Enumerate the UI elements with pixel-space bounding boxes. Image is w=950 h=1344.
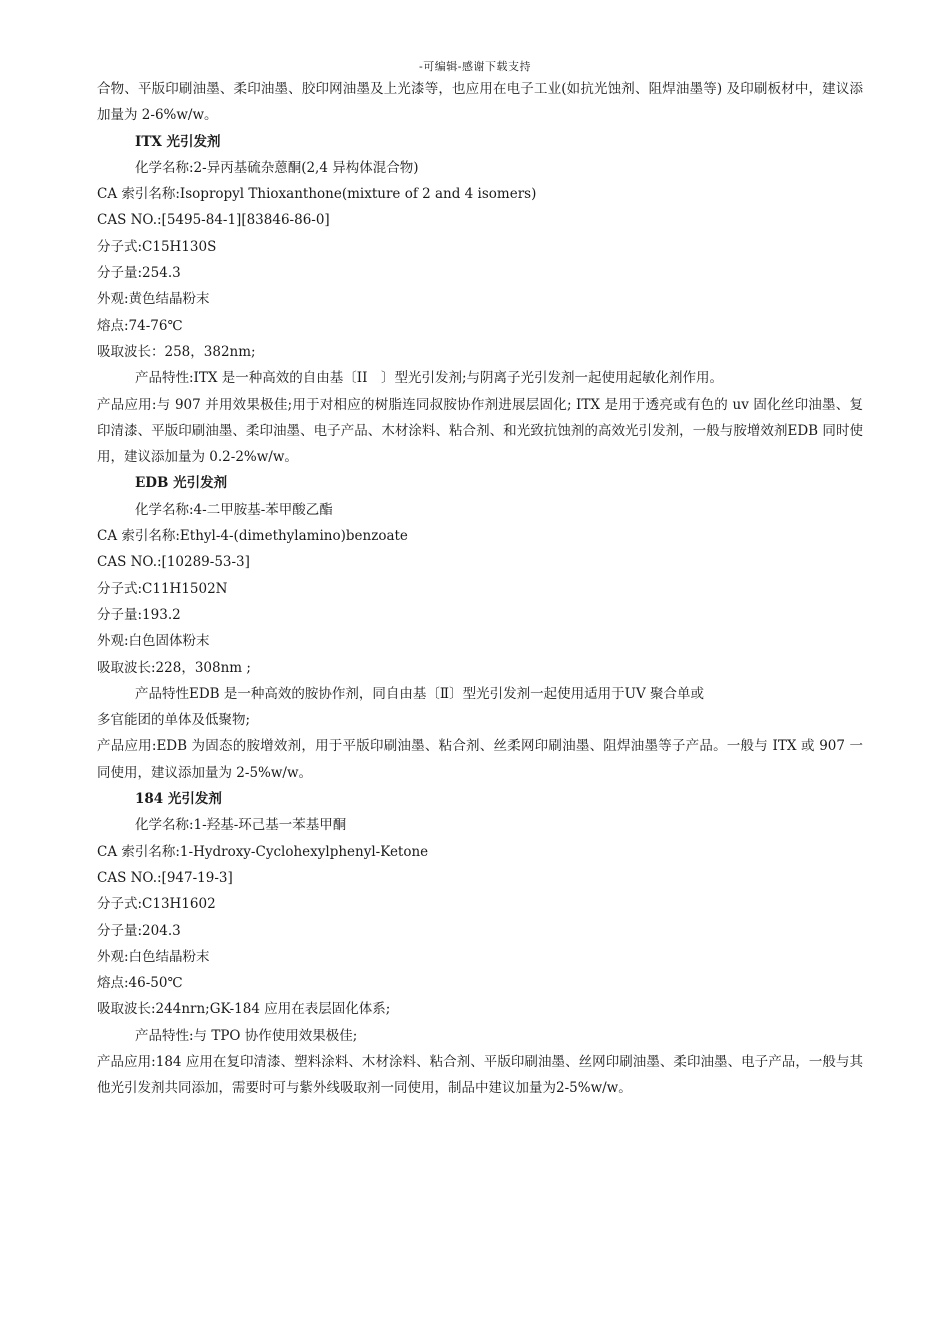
itx-absorption: 吸取波长：258，382nm; (97, 343, 256, 360)
itx-ca-name: CA 索引名称:Isopropyl Thioxanthone(mixture of 2 and 4 isomers) (97, 186, 537, 203)
p184-absorption: 吸取波长:244nrn;GK-184 应用在表层固化体系; (97, 1001, 391, 1018)
edb-molecular-weight: 分子量:193.2 (97, 606, 181, 623)
document-body (97, 76, 863, 1102)
itx-chem-name: 化学名称:2-异丙基硫杂蒽酮(2,4 异构体混合物) (135, 159, 419, 176)
p184-application: 产品应用:184 应用在复印清漆、塑料涂料、木材涂料、粘合剂、平版印刷油墨、丝网印刷油墨、柔印油墨、电子产品，一般与其他光引发剂共同添加，需要时可与紫外线吸取剂一同使用，制品中建议加量为2-5%w/w。 (97, 1053, 863, 1097)
edb-features-continued: 多官能团的单体及低聚物; (97, 712, 251, 729)
itx-heading: ITX 光引发剂 (135, 133, 221, 150)
edb-features: 产品特性EDB 是一种高效的胺协作剂，同自由基〔Ⅱ〕型光引发剂一起使用适用于UV 聚合单或 (135, 685, 704, 702)
itx-features: 产品特性:ITX 是一种高效的自由基〔II 〕型光引发剂;与阴离子光引发剂一起使用起敏化剂作用。 (135, 370, 724, 387)
p184-formula: 分子式:C13H1602 (97, 896, 216, 913)
edb-appearance: 外观:白色固体粉末 (97, 633, 210, 650)
edb-chem-name: 化学名称:4-二甲胺基-苯甲酸乙酯 (135, 501, 333, 518)
edb-ca-name: CA 索引名称:Ethyl-4-(dimethylamino)benzoate (97, 528, 408, 545)
itx-melting-point: 熔点:74-76℃ (97, 317, 183, 334)
itx-appearance: 外观:黄色结晶粉末 (97, 291, 210, 308)
p184-ca-name: CA 索引名称:1-Hydroxy-Cyclohexylphenyl-Ketone (97, 843, 429, 860)
p184-features: 产品特性:与 TPO 协作使用效果极佳; (135, 1027, 358, 1044)
p184-chem-name: 化学名称:1-羟基-环己基一苯基甲酮 (135, 817, 347, 834)
edb-formula: 分子式:C11H1502N (97, 580, 228, 597)
edb-cas-no: CAS NO.:[10289-53-3] (97, 554, 250, 571)
itx-formula: 分子式:C15H130S (97, 238, 217, 255)
page-header: -可编辑-感谢下载支持 (419, 60, 531, 73)
itx-cas-no: CAS NO.:[5495-84-1][83846-86-0] (97, 212, 330, 229)
p184-molecular-weight: 分子量:204.3 (97, 922, 181, 939)
itx-molecular-weight: 分子量:254.3 (97, 265, 181, 282)
p184-heading: 184 光引发剂 (135, 791, 222, 808)
p184-cas-no: CAS NO.:[947-19-3] (97, 869, 233, 886)
intro-paragraph: 合物、平版印刷油墨、柔印油墨、胶印网油墨及上光漆等，也应用在电子工业(如抗光蚀剂、阻焊油墨等) 及印刷板材中，建议添加量为 2-6%w/w。 (97, 81, 863, 124)
edb-heading: EDB 光引发剂 (135, 475, 228, 492)
p184-appearance: 外观:白色结晶粉末 (97, 948, 210, 965)
p184-melting-point: 熔点:46-50℃ (97, 975, 183, 992)
edb-absorption: 吸取波长:228，308nm ; (97, 659, 251, 676)
edb-application: 产品应用:EDB 为固态的胺增效剂，用于平版印刷油墨、粘合剂、丝柔网印刷油墨、阻焊油墨等子产品。一般与 ITX 或 907 一同使用，建议添加量为 2-5%w/w。 (97, 738, 863, 781)
itx-application: 产品应用:与 907 并用效果极佳;用于对相应的树脂连同叔胺协作剂进展层固化; ITX 是用于透亮或有色的 uv 固化丝印油墨、复印清漆、平版印刷油墨、柔印油墨、电子产品、木材涂料、粘合剂、和光致抗蚀剂的高效光引发剂，一般与胺增效剂EDB 同时使用，建议添加量为 0.2-2%w/w。 (97, 396, 863, 466)
